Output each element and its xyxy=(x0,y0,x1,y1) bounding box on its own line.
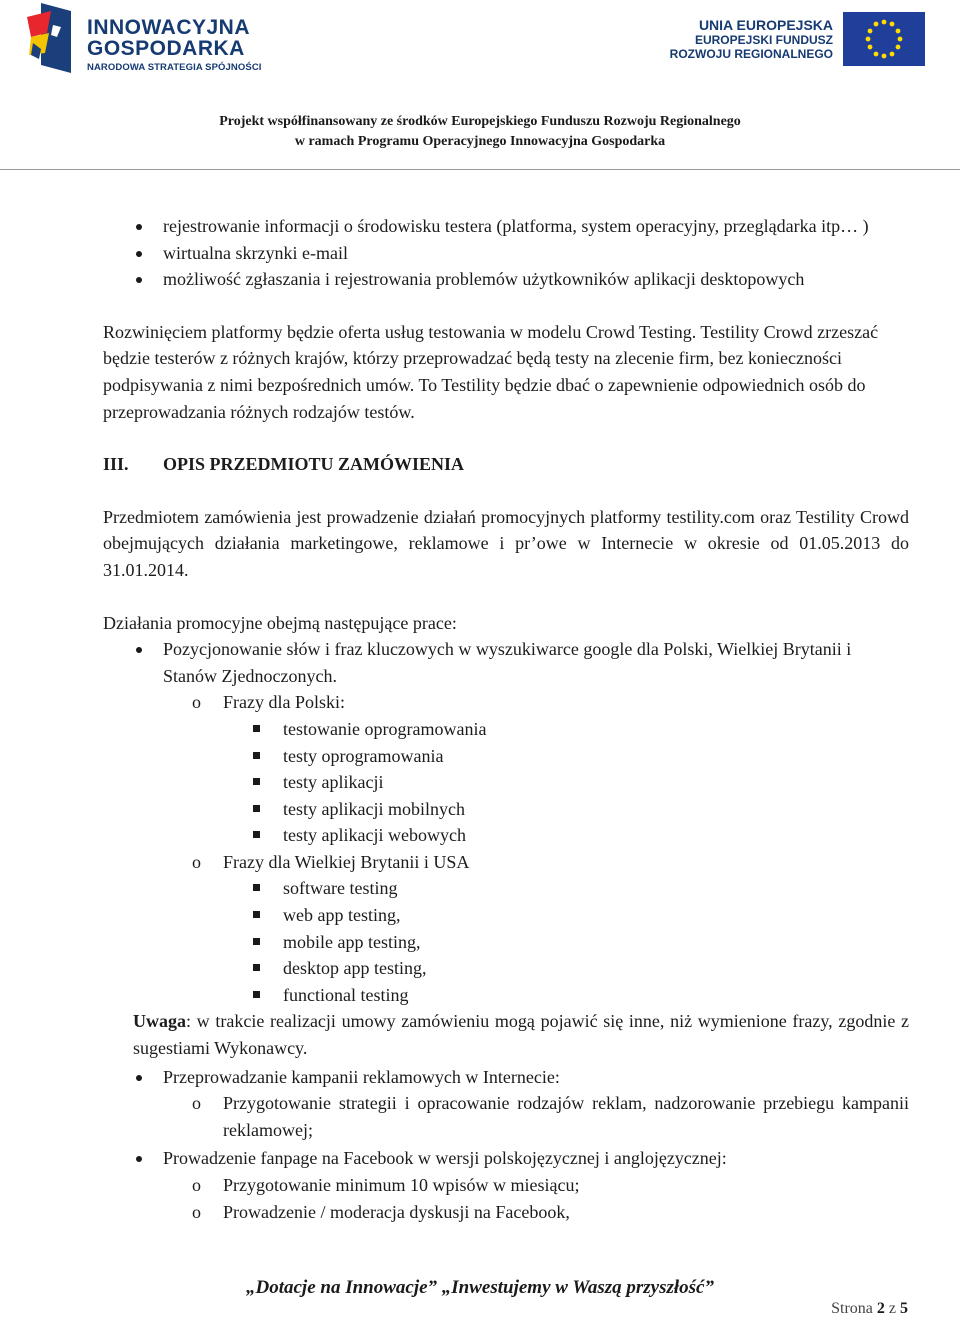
phrase-text: testy aplikacji webowych xyxy=(283,825,466,846)
sub-list-item xyxy=(103,1199,909,1226)
list-item-text: możliwość zgłaszania i rejestrowania problemów użytkowników aplikacji desktopowych xyxy=(163,269,805,290)
square-bullet-icon xyxy=(253,884,260,891)
square-bullet-icon xyxy=(253,725,260,732)
phrase-text: functional testing xyxy=(283,984,409,1005)
phrase-text: testy aplikacji mobilnych xyxy=(283,798,465,819)
phrase-text: testowanie oprogramowania xyxy=(283,718,487,739)
list-item-text: Pozycjonowanie słów i fraz kluczowych w wyszukiwarce google dla Polski, Wielkiej Brytanii i Stanów Zjednoczonych. xyxy=(163,639,852,686)
list-item xyxy=(103,1064,909,1091)
bullet-icon xyxy=(136,251,142,257)
phrase-item xyxy=(103,875,909,902)
section-number: III. xyxy=(103,454,129,475)
list-item-text: wirtualna skrzynki e-mail xyxy=(163,242,348,263)
square-bullet-icon xyxy=(253,964,260,971)
sub-list-item-text: Przygotowanie minimum 10 wpisów w miesiącu; xyxy=(223,1175,580,1195)
eu-line2: EUROPEJSKI FUNDUSZ xyxy=(694,33,833,47)
circle-bullet-icon: o xyxy=(192,1201,201,1222)
cofinancing-note xyxy=(0,112,960,152)
page-separator: z xyxy=(888,1300,896,1317)
phrase-item xyxy=(103,769,909,796)
list-item xyxy=(103,636,909,689)
eu-logo-text xyxy=(670,17,833,61)
page-number xyxy=(831,1300,908,1318)
page-prefix: Strona xyxy=(831,1300,873,1317)
bullet-icon xyxy=(136,1156,142,1162)
list-item xyxy=(103,1145,909,1172)
sub-list-item xyxy=(103,1172,909,1199)
paragraph-subject: Przedmiotem zamówienia jest prowadzenie działań promocyjnych platformy testility.com oraz Testility Crowd obejmujących działania marketingowe, reklamowe i pr’owe w Internecie w okresie od 01.05.2013 do 31.01.2014. xyxy=(103,506,909,580)
sub-list-item xyxy=(103,849,909,876)
paragraph-crowd-testing: Rozwinięciem platformy będzie oferta usług testowania w modelu Crowd Testing. Testility Crowd zrzeszać będzie testerów z różnych krajów, którzy przeprowadzać będą testy na zlecenie firm, bez konieczności podpisywania z nimi bezpośrednich umów. To Testility będzie dbać o zapewnienie odpowiednich osób do przeprowadzania różnych rodzajów testów. xyxy=(103,321,879,422)
phrase-item xyxy=(103,796,909,823)
innowacyjna-gospodarka-emblem-icon xyxy=(27,3,77,77)
list-item xyxy=(103,240,909,267)
sub-list-item-text: Przygotowanie strategii i opracowanie rodzajów reklam, nadzorowanie przebiegu kampanii reklamowej; xyxy=(223,1093,909,1140)
eu-line1: UNIA EUROPEJSKA xyxy=(698,17,833,33)
phrase-text: testy aplikacji xyxy=(283,772,384,793)
circle-bullet-icon: o xyxy=(192,851,201,872)
square-bullet-icon xyxy=(253,938,260,945)
header-divider xyxy=(0,169,960,170)
logo-line3: NARODOWA STRATEGIA SPÓJNOŚCI xyxy=(87,62,262,73)
sub-list-item-text: Frazy dla Wielkiej Brytanii i USA xyxy=(223,851,470,872)
document-body xyxy=(103,213,909,1225)
phrase-item xyxy=(103,716,909,743)
phrase-item xyxy=(103,902,909,929)
sub-list-item-text: Prowadzenie / moderacja dyskusji na Facebook, xyxy=(223,1201,570,1222)
circle-bullet-icon: o xyxy=(192,1175,201,1195)
phrase-text: mobile app testing, xyxy=(283,931,421,952)
footer-slogan: „Dotacje na Innowacje” „Inwestujemy w Waszą przyszłość” xyxy=(245,1277,714,1298)
bullet-icon xyxy=(136,1075,142,1081)
section-heading xyxy=(103,451,909,478)
square-bullet-icon xyxy=(253,911,260,918)
note-label: Uwaga xyxy=(133,1011,186,1032)
cofinancing-note-line1: Projekt współfinansowany ze środków Europejskiego Funduszu Rozwoju Regionalnego xyxy=(219,114,741,129)
phrase-item xyxy=(103,982,909,1009)
phrase-item xyxy=(103,929,909,956)
logo-line2: GOSPODARKA xyxy=(87,37,245,60)
bullet-icon xyxy=(136,277,142,283)
list-item xyxy=(103,266,909,293)
list-item xyxy=(103,213,909,240)
sub-list-item-text: Frazy dla Polski: xyxy=(223,692,345,713)
list-item-text: Prowadzenie fanpage na Facebook w wersji polskojęzycznej i anglojęzycznej: xyxy=(163,1148,727,1169)
page-current: 2 xyxy=(876,1300,885,1317)
section-title: OPIS PRZEDMIOTU ZAMÓWIENIA xyxy=(163,454,465,475)
square-bullet-icon xyxy=(253,778,260,785)
phrase-item xyxy=(103,743,909,770)
phrase-item xyxy=(103,955,909,982)
eu-line3: ROZWOJU REGIONALNEGO xyxy=(669,47,833,61)
bullet-icon xyxy=(136,224,142,230)
square-bullet-icon xyxy=(253,752,260,759)
cofinancing-note-line2: w ramach Programu Operacyjnego Innowacyjna Gospodarka xyxy=(294,134,666,149)
circle-bullet-icon: o xyxy=(192,1093,201,1114)
innowacyjna-gospodarka-logo xyxy=(27,3,267,77)
page-total: 5 xyxy=(900,1300,908,1317)
bullet-icon xyxy=(136,647,142,653)
phrase-item xyxy=(103,822,909,849)
note-paragraph xyxy=(103,1008,909,1061)
paragraph-actions: Działania promocyjne obejmą następujące prace: xyxy=(103,612,457,633)
circle-bullet-icon: o xyxy=(192,692,201,713)
sub-list-item xyxy=(103,689,909,716)
square-bullet-icon xyxy=(253,991,260,998)
note-text: : w trakcie realizacji umowy zamówieniu mogą pojawić się inne, niż wymienione frazy, zgodnie z sugestiami Wykonawcy. xyxy=(133,1011,909,1059)
list-item-text: Przeprowadzanie kampanii reklamowych w Internecie: xyxy=(163,1066,560,1087)
square-bullet-icon xyxy=(253,805,260,812)
eu-flag-icon xyxy=(843,12,925,66)
logo-line1: INNOWACYJNA xyxy=(87,16,251,39)
phrase-text: web app testing, xyxy=(283,905,401,926)
phrase-text: testy oprogramowania xyxy=(283,745,444,766)
phrase-text: desktop app testing, xyxy=(283,958,427,979)
list-item-text: rejestrowanie informacji o środowisku testera (platforma, system operacyjny, przeglądarka itp… ) xyxy=(163,216,869,236)
square-bullet-icon xyxy=(253,831,260,838)
sub-list-item xyxy=(103,1090,909,1143)
innowacyjna-gospodarka-text xyxy=(87,17,262,74)
phrase-text: software testing xyxy=(283,878,398,899)
